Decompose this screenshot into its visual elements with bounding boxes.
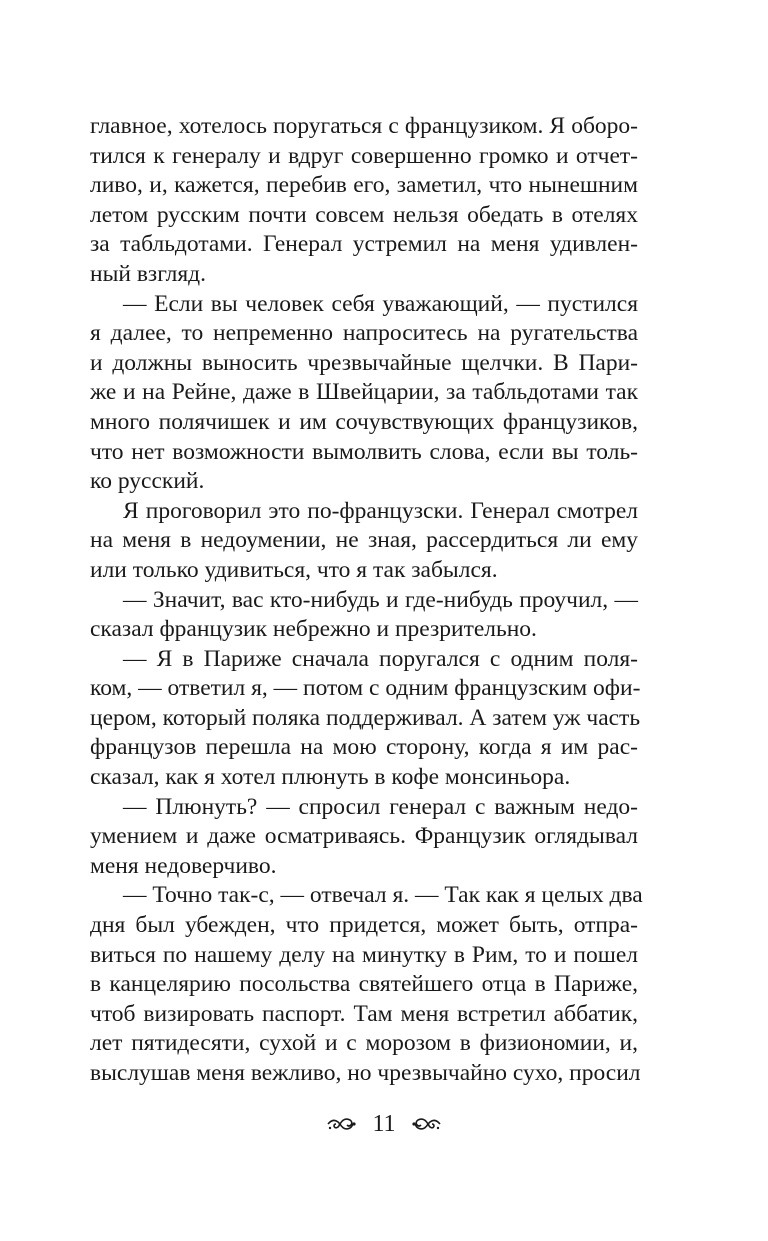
floral-ornament-right-icon: [412, 1114, 442, 1134]
text-line: тился к генералу и вдруг совершенно громко и отчет-: [90, 142, 638, 169]
text-line: чтоб визировать паспорт. Там меня встретил аббатик,: [90, 1000, 638, 1027]
text-line: в канцелярию посольства святейшего отца в Париже,: [90, 971, 638, 998]
text-line: Я проговорил это по-французски. Генерал смотрел: [123, 497, 638, 524]
floral-ornament-left-icon: [326, 1114, 356, 1134]
text-line: сказал французик небрежно и презрительно.: [90, 616, 537, 643]
text-line: сказал, как я хотел плюнуть в кофе монсиньора.: [90, 764, 571, 791]
text-line: — Значит, вас кто-нибудь и где-нибудь проучил, —: [123, 586, 638, 613]
text-line: цером, который поляка поддерживал. А затем уж часть: [90, 704, 641, 731]
text-line: ливо, и, кажется, перебив его, заметил, что нынешним: [90, 172, 638, 199]
text-line: — Я в Париже сначала поругался с одним поля-: [123, 645, 638, 672]
text-line: — Плюнуть? — спросил генерал с важным недо-: [123, 793, 638, 820]
text-line: выслушав меня вежливо, но чрезвычайно сухо, просил: [90, 1060, 641, 1086]
text-line: что нет возможности вымолвить слова, если вы толь-: [90, 438, 638, 465]
text-line: виться по нашему делу на минутку в Рим, то и пошел: [90, 941, 638, 968]
text-line: или только удивиться, что я так забылся.: [90, 556, 498, 583]
text-line: меня недоверчиво.: [90, 852, 277, 879]
text-line: умением и даже осматриваясь. Французик оглядывал: [90, 823, 638, 850]
page-number: 11: [372, 1110, 396, 1137]
text-line: ко русский.: [90, 468, 205, 495]
page-footer: [0, 1106, 768, 1142]
text-line: летом русским почти совсем нельзя обедать в отелях: [90, 201, 638, 228]
text-line: ный взгляд.: [90, 260, 207, 287]
text-line: французов перешла на мою сторону, когда я им рас-: [90, 734, 638, 761]
text-line: ком, — ответил я, — потом с одним французским офи-: [90, 675, 641, 702]
text-line: лет пятидесяти, сухой и с морозом в физиономии, и,: [90, 1030, 638, 1057]
text-line: я далее, то непременно напроситесь на ругательства: [90, 320, 638, 347]
text-line: за табльдотами. Генерал устремил на меня удивлен-: [90, 231, 638, 258]
body-text: [90, 112, 643, 1089]
text-line: же и на Рейне, даже в Швейцарии, за табльдотами так: [90, 379, 638, 406]
text-line: главное, хотелось поругаться с французиком. Я оборо-: [90, 113, 638, 139]
text-line: — Точно так-с, — отвечал я. — Так как я целых два: [123, 882, 643, 909]
text-line: много полячишек и им сочувствующих французиков,: [90, 408, 638, 435]
text-line: — Если вы человек себя уважающий, — пустился: [123, 290, 638, 317]
text-line: на меня в недоумении, не зная, рассердиться ли ему: [90, 527, 638, 554]
text-line: дня был убежден, что придется, может быть, отпра-: [90, 912, 638, 939]
text-line: и должны выносить чрезвычайные щелчки. В Пари-: [90, 349, 638, 376]
